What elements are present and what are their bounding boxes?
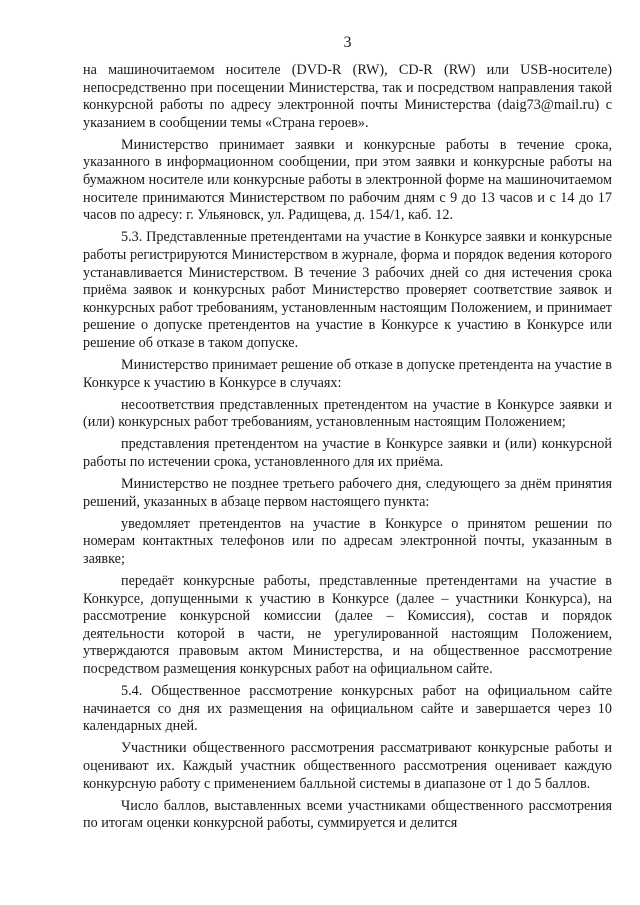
list-item: несоответствия представленных претендентом на участие в Конкурсе заявки и (или) конкурсных работ требованиям, установленным настоящим Положением; — [83, 396, 612, 431]
paragraph-continuation: на машиночитаемом носителе (DVD-R (RW), CD-R (RW) или USB-носителе) непосредственно при посещении Министерства, так и посредством направления такой конкурсной работы по адресу электронной почты Министерства (daig73@mail.ru) с указанием в сообщении темы «Страна героев». — [83, 62, 612, 131]
page-number: 3 — [343, 34, 352, 51]
document-body — [83, 62, 612, 833]
paragraph-section-5-3: 5.3. Представленные претендентами на участие в Конкурсе заявки и конкурсные работы регистрируются Министерством в журнале, форма и порядок ведения которого устанавливается Министерством. В течение 3 рабочих дней со дня истечения срока приёма заявок и конкурсных работ Министерство проверяет соответствие заявок и конкурсных работ требованиям, установленным настоящим Положением, и принимает решение о допуске претендентов на участие в Конкурсе к участию в Конкурсе или решение об отказе в таком допуске. — [83, 229, 612, 351]
list-item: представления претендентом на участие в Конкурсе заявки и (или) конкурсной работы по истечении срока, установленного для их приёма. — [83, 436, 612, 470]
paragraph: Число баллов, выставленных всеми участниками общественного рассмотрения по итогам оценки конкурсной работы, суммируется и делится — [83, 797, 612, 832]
paragraph: Министерство принимает заявки и конкурсные работы в течение срока, указанного в информационном сообщении, при этом заявки и конкурсные работы на бумажном носителе или конкурсные работы в электронной форме на машиночитаемом носителе принимаются Министерством по рабочим дням с 9 до 13 часов и с 14 до 17 часов по адресу: г. Ульяновск, ул. Радищева, д. 154/1, каб. 12. — [83, 136, 612, 224]
list-item: передаёт конкурсные работы, представленные претендентами на участие в Конкурсе, допущенными к участию в Конкурсе (далее – участники Конкурса), на рассмотрение конкурсной комиссии (далее – Комиссия), состав и порядок деятельности которой в части, не урегулированной настоящим Положением, утверждаются правовым актом Министерства, и на общественное рассмотрение посредством размещения конкурсных работ на официальном сайте. — [83, 573, 612, 677]
paragraph: Участники общественного рассмотрения рассматривают конкурсные работы и оценивают их. Каждый участник общественного рассмотрения оценивает каждую конкурсную работу с применением балльной системы в диапазоне от 1 до 5 баллов. — [83, 740, 612, 792]
paragraph-section-5-4: 5.4. Общественное рассмотрение конкурсных работ на официальном сайте начинается со дня их размещения на официальном сайте и завершается через 10 календарных дней. — [83, 683, 612, 735]
paragraph: Министерство не позднее третьего рабочего дня, следующего за днём принятия решений, указанных в абзаце первом настоящего пункта: — [83, 476, 612, 510]
list-item: уведомляет претендентов на участие в Конкурсе о принятом решении по номерам контактных телефонов или по адресам электронной почты, указанным в заявке; — [83, 515, 612, 567]
paragraph: Министерство принимает решение об отказе в допуске претендента на участие в Конкурсе к участию в Конкурсе в случаях: — [83, 357, 612, 391]
